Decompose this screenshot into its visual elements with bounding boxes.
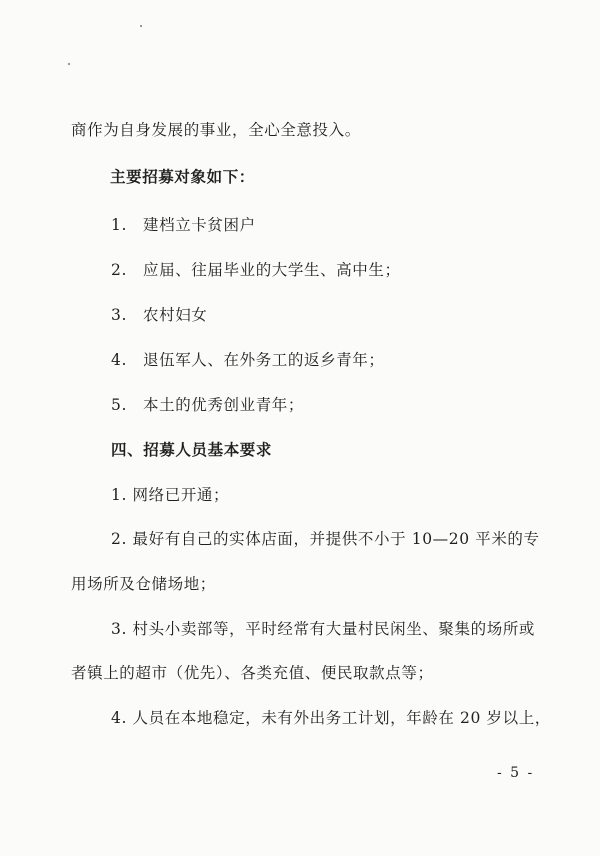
section-heading: 四、招募人员基本要求	[111, 440, 273, 459]
target-text: 应届、往届毕业的大学生、高中生；	[143, 261, 401, 279]
target-item	[111, 303, 207, 325]
page-number: - 5 -	[497, 765, 535, 781]
target-number: 3.	[111, 306, 127, 324]
target-item	[111, 393, 304, 415]
scan-speck	[68, 63, 70, 65]
target-item	[111, 213, 256, 235]
target-number: 1.	[111, 216, 127, 234]
requirement-4-line-1: 4. 人员在本地稳定，未有外出务工计划，年龄在 20 岁以上，	[111, 709, 551, 727]
requirement-2-line-2: 用场所及仓储场地；	[71, 575, 216, 593]
requirement-3-line-2: 者镇上的超市（优先）、各类充值、便民取款点等；	[71, 664, 434, 682]
targets-heading: 主要招募对象如下：	[110, 167, 255, 186]
target-number: 2.	[111, 261, 127, 279]
continuation-text: 商作为自身发展的事业，全心全意投入。	[71, 121, 361, 139]
requirement-2-line-1: 2. 最好有自己的实体店面，并提供不小于 10—20 平米的专	[111, 530, 540, 548]
target-item	[111, 258, 401, 280]
target-number: 5.	[111, 396, 127, 414]
target-text: 本土的优秀创业青年；	[143, 396, 305, 414]
target-number: 4.	[111, 351, 127, 369]
requirement-3-line-1: 3. 村头小卖部等，平时经常有大量村民闲坐、聚集的场所或	[111, 620, 536, 638]
target-text: 建档立卡贫困户	[143, 216, 256, 234]
target-item	[111, 348, 385, 370]
requirement-1: 1. 网络已开通；	[111, 486, 230, 504]
scan-speck	[140, 25, 142, 27]
target-text: 退伍军人、在外务工的返乡青年；	[143, 351, 385, 369]
target-text: 农村妇女	[143, 306, 208, 324]
